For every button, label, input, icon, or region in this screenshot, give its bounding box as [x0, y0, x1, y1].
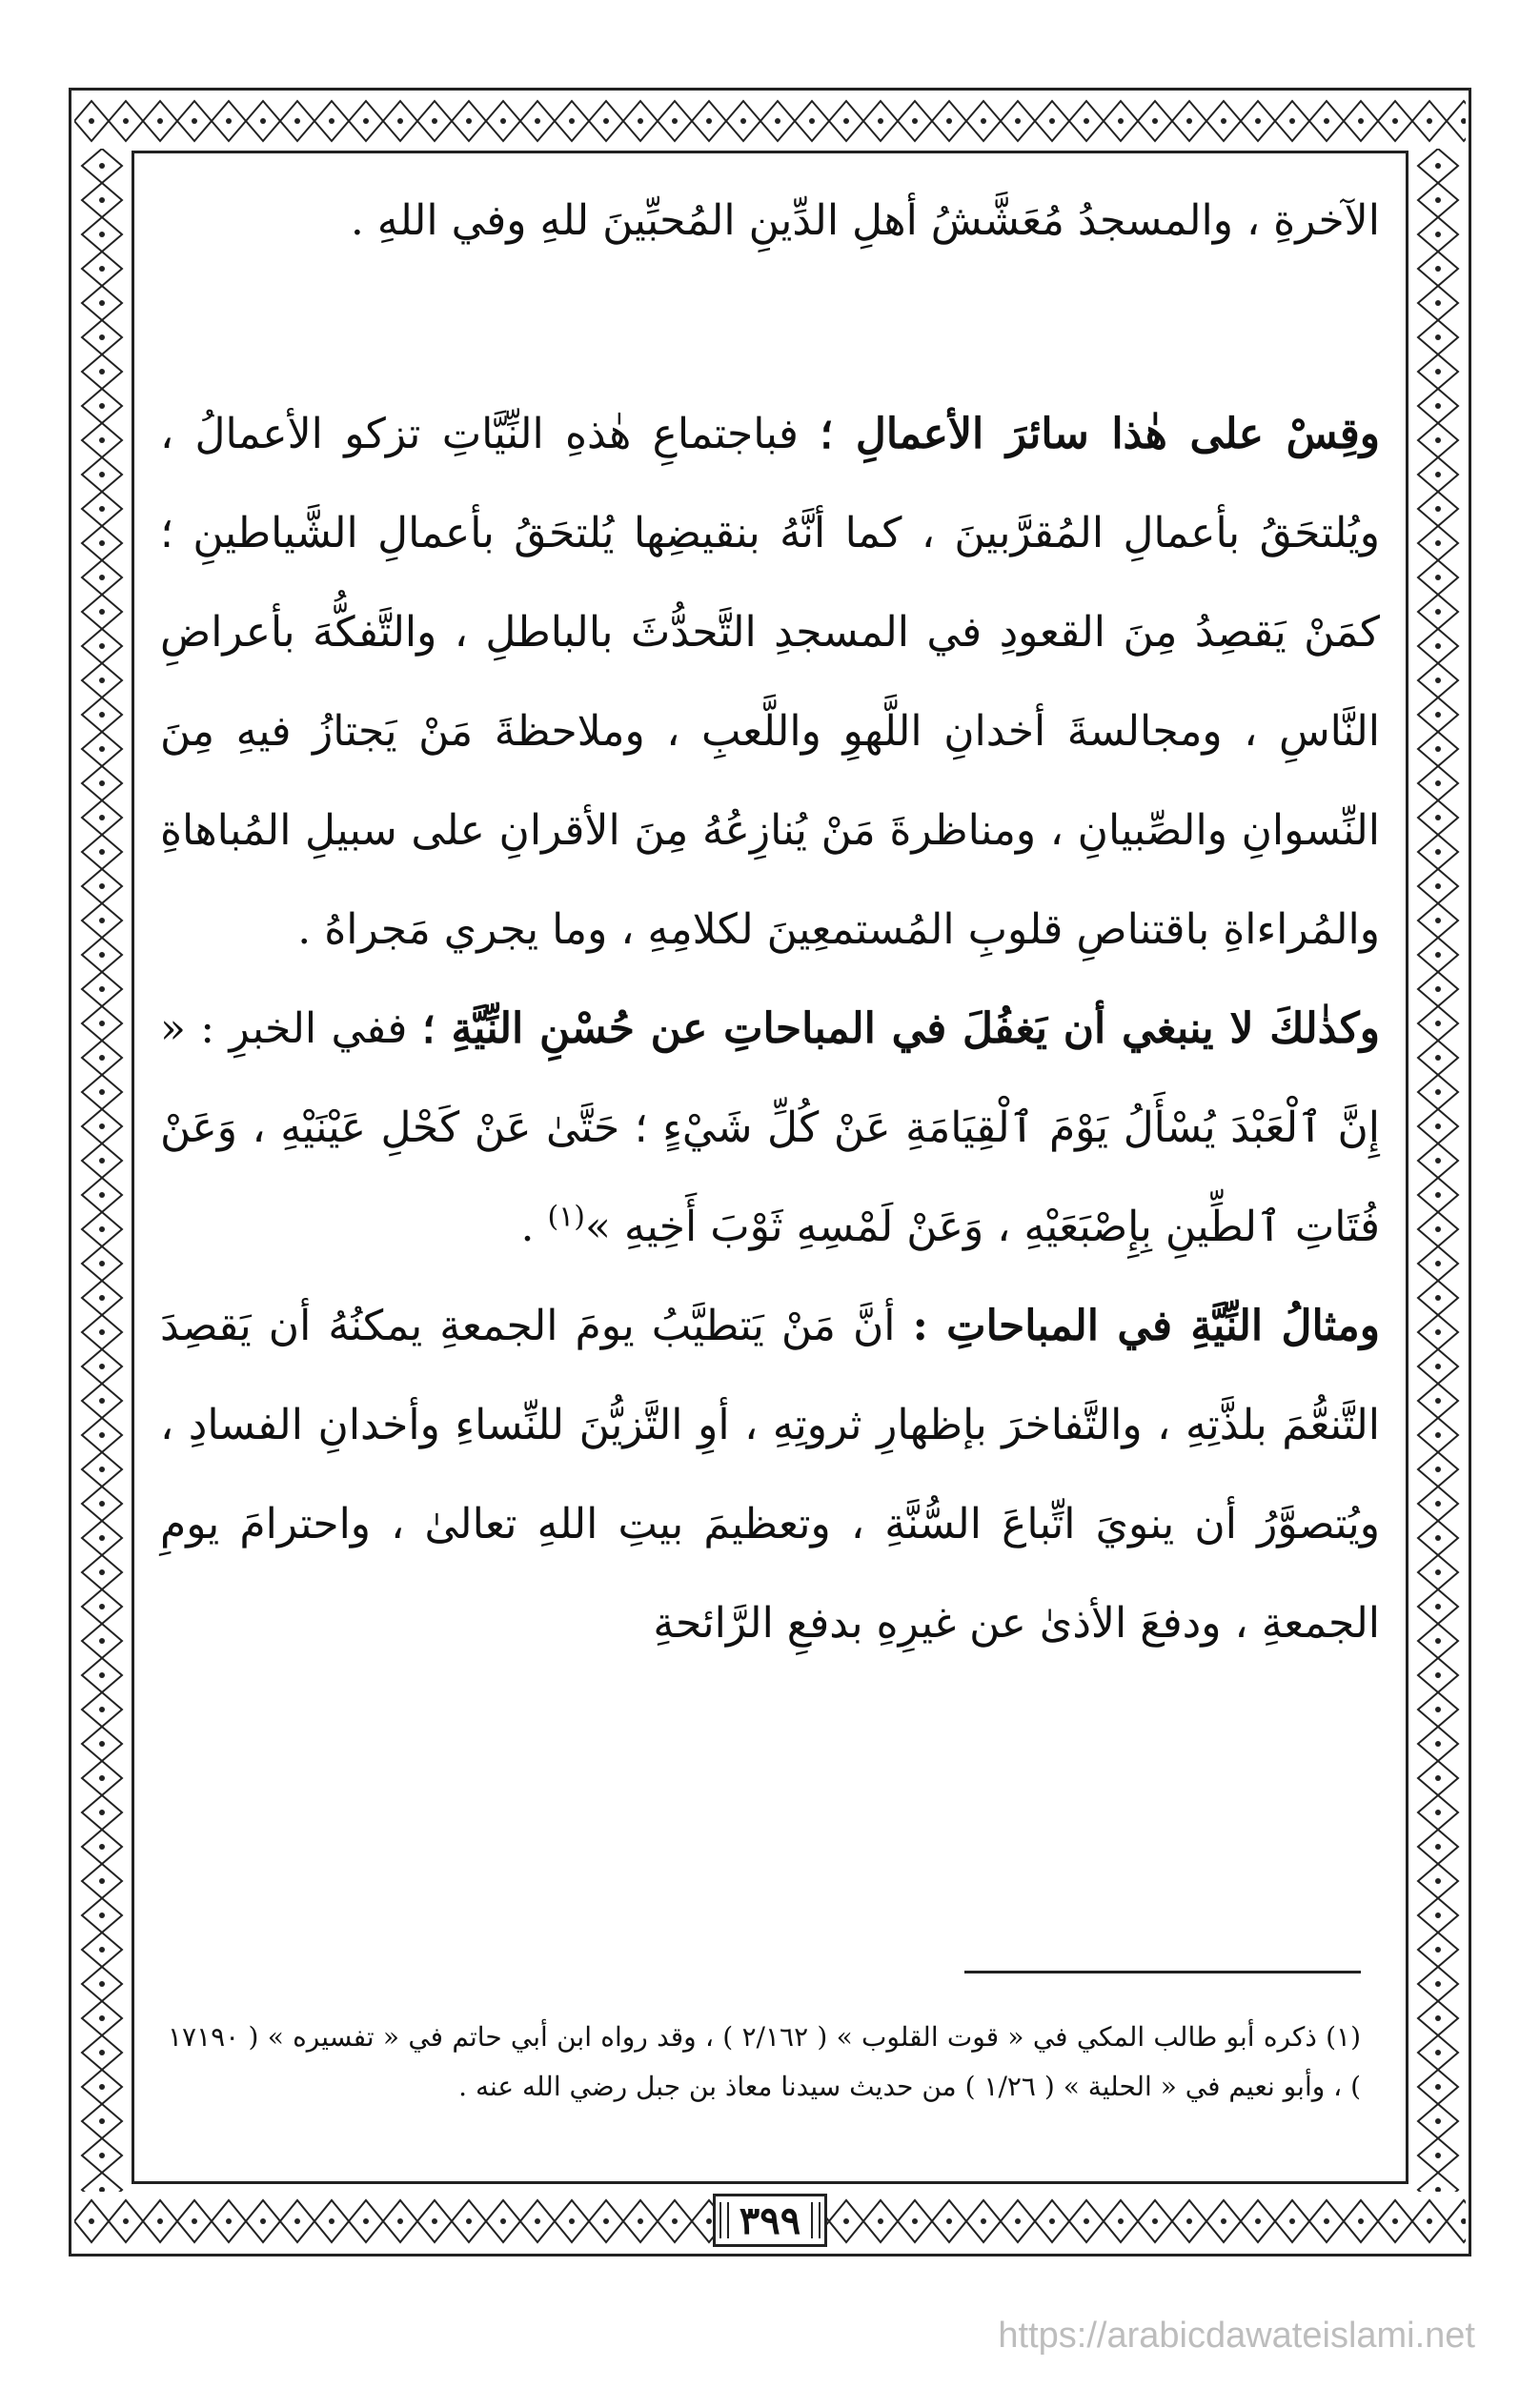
quote-close: » — [585, 1203, 611, 1251]
page-number: ٣٩٩ — [713, 2194, 827, 2247]
watermark-url[interactable]: https://arabicdawateislami.net — [998, 2316, 1475, 2356]
paragraph-3-body: أنَّ مَنْ يَتطيَّبُ يومَ الجمعةِ يمكنُهُ أن يَقصِدَ التَّنعُّمَ بلذَّتِهِ ، والتَّفاخرَ بإظهارِ ثروتِهِ ، أوِ التَّزيُّنَ للنِّساءِ وأخدانِ الفسادِ ، ويُتصوَّرُ أن ينويَ اتِّباعَ السُّنَّةِ ، وتعظيمَ بيتِ اللهِ تعالىٰ ، واحترامَ يومِ الجمعةِ ، ودفعَ الأذىٰ عن غيرِهِ بدفعِ الرَّائحةِ — [160, 1302, 1380, 1648]
paragraph-2-end: . — [520, 1203, 548, 1251]
ornamental-border-left — [74, 149, 130, 2192]
footnote: (١) ذكره أبو طالب المكي في « قوت القلوب » ( ٢/١٦٢ ) ، وقد رواه ابن أبي حاتم في « تفسيره » ( ١٧١٩٠ ) ، وأبو نعيم في « الحلية » ( ١/٢٦ ) من حديث سيدنا معاذ بن جبل رضي الله عنه . — [168, 2021, 1361, 2102]
footnote-divider — [964, 1971, 1361, 1973]
paragraph-2-lead: وكذٰلكَ لا ينبغي أن يَغفُلَ في المباحاتِ عن حُسْنِ النِّيَّةِ ؛ — [421, 1004, 1380, 1053]
paragraph-1-body: فباجتماعِ هٰذهِ النِّيَّاتِ تزكو الأعمالُ ، ويُلتحَقُ بأعمالِ المُقرَّبينَ ، كما أنَّهُ بنقيضِها يُلتحَقُ بأعمالِ الشَّياطينِ ؛ كمَنْ يَقصِدُ مِنَ القعودِ في المسجدِ التَّحدُّثَ بالباطلِ ، والتَّفكُّهَ بأعراضِ النَّاسِ ، ومجالسةَ أخدانِ اللَّهوِ واللَّعبِ ، وملاحظةَ مَنْ يَجتازُ فيهِ مِنَ النِّسوانِ والصِّبيانِ ، ومناظرةَ مَنْ يُنازِعُهُ مِنَ الأقرانِ على سبيلِ المُباهاةِ والمُراءاةِ باقتناصِ قلوبِ المُستمعِينَ لكلامِهِ ، وما يجري مَجراهُ . — [160, 410, 1381, 954]
paragraph-2-intro: ففي الخبرِ : « — [160, 1004, 408, 1053]
paragraph-1 — [160, 385, 1380, 980]
ornamental-border-top — [74, 93, 1466, 149]
hadith-quote: إِنَّ ٱلْعَبْدَ يُسْأَلُ يَوْمَ ٱلْقِيَامَةِ عَنْ كُلِّ شَيْءٍ ؛ حَتَّىٰ عَنْ كَحْلِ عَيْنَيْهِ ، وَعَنْ فُتَاتِ ٱلطِّينِ بِإِصْبَعَيْهِ ، وَعَنْ لَمْسِهِ ثَوْبَ أَخِيهِ — [160, 1103, 1380, 1251]
paragraph-1-lead: وقِسْ على هٰذا سائرَ الأعمالِ ؛ — [820, 410, 1380, 458]
main-text — [160, 172, 1380, 1673]
ornamental-border-right — [1410, 149, 1466, 2192]
intro-line: الآخرةِ ، والمسجدُ مُعَشَّشُ أهلِ الدِّينِ المُحبِّينَ للهِ وفي اللهِ . — [350, 196, 1380, 245]
paragraph-3-lead: ومثالُ النِّيَّةِ في المباحاتِ : — [912, 1302, 1380, 1350]
paragraph-2 — [160, 980, 1380, 1277]
paragraph-3 — [160, 1277, 1380, 1673]
footnote-reference[interactable]: (١) — [547, 1200, 586, 1234]
